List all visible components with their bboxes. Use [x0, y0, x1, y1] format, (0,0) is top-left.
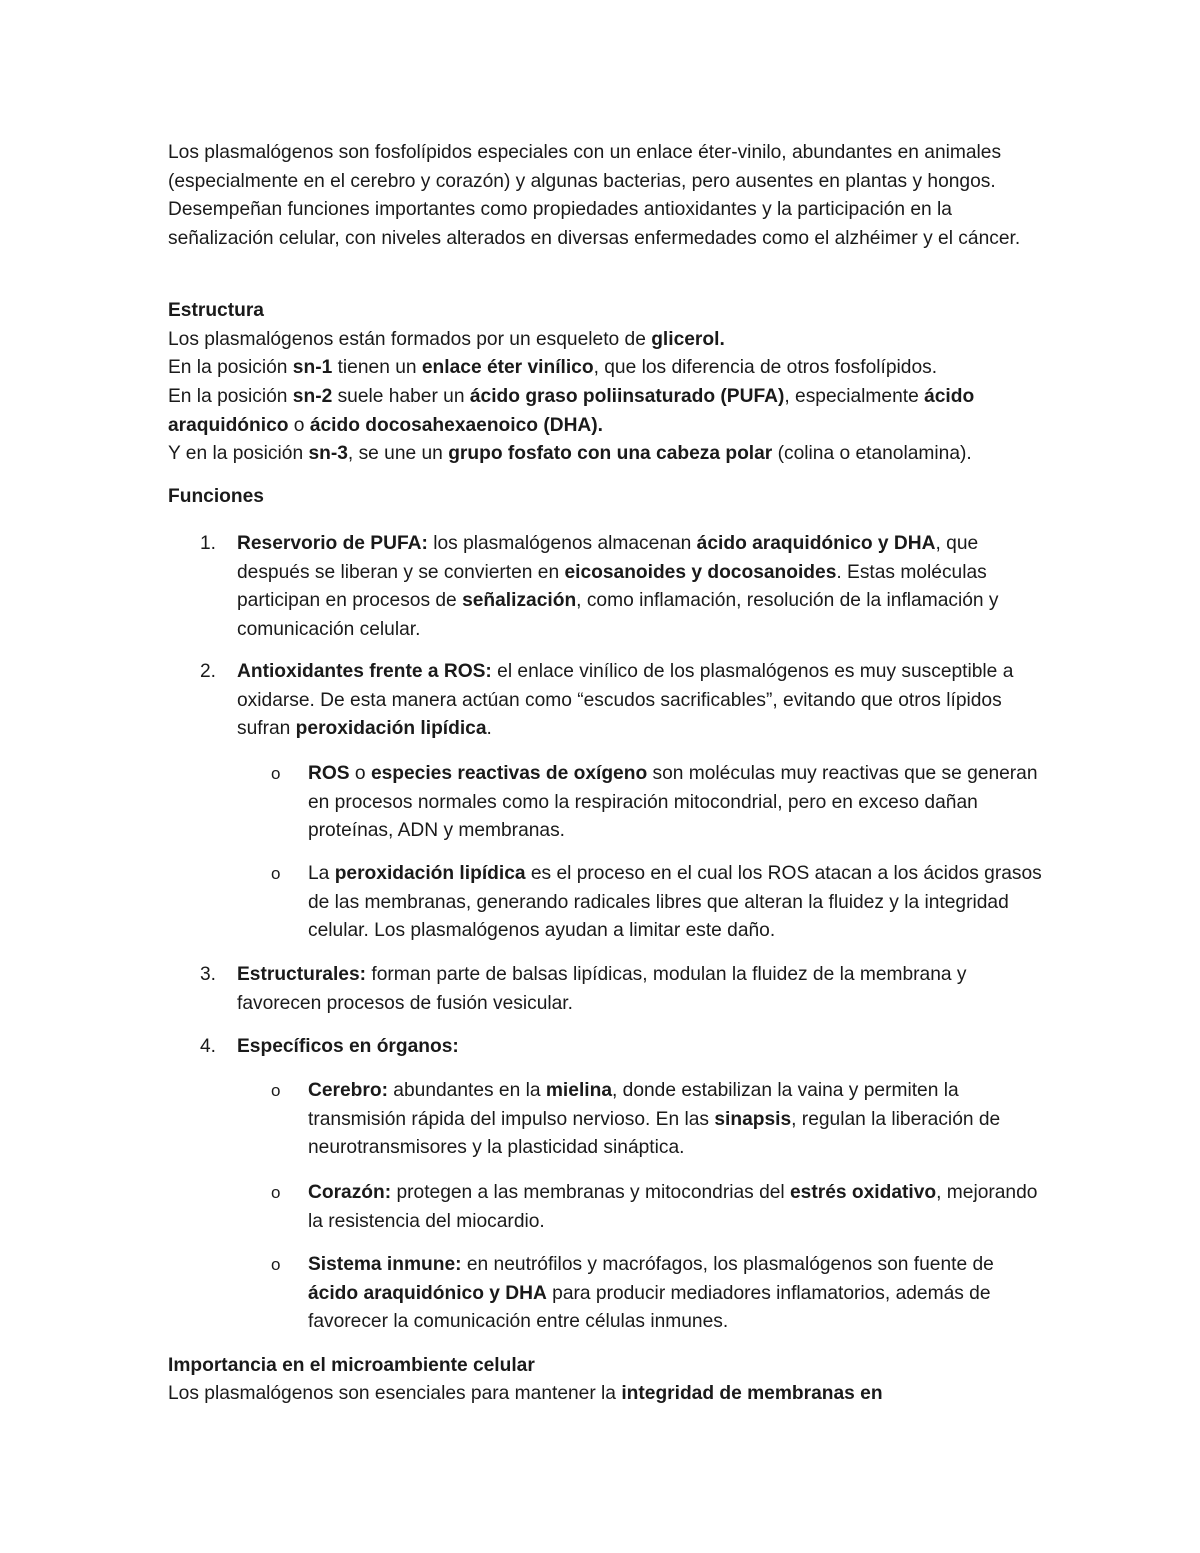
function-item-organs: Específicos en órganos: [237, 1036, 459, 1057]
microenvironment-paragraph: Los plasmalógenos son esenciales para mantener la integridad de membranas en [168, 1383, 883, 1404]
sub-item-heart: Corazón: protegen a las membranas y mitocondrias del estrés oxidativo, mejorando la resistencia del miocardio. [308, 1182, 1038, 1232]
structure-heading: Estructura [168, 300, 264, 321]
list-number: 3. [200, 964, 217, 985]
sub-bullet: o [271, 1183, 281, 1202]
functions-heading: Funciones [168, 486, 264, 507]
sub-item-immune: Sistema inmune: en neutrófilos y macrófagos, los plasmalógenos son fuente de ácido araquidónico y DHA para producir mediadores inflamatorios, además de favorecer la comunicación entre células inmunes. [308, 1254, 994, 1333]
sub-bullet: o [271, 764, 281, 783]
microenvironment-heading: Importancia en el microambiente celular [168, 1355, 535, 1376]
structure-line-glicerol: Los plasmalógenos están formados por un esqueleto de glicerol. [168, 329, 725, 350]
sub-bullet: o [271, 864, 281, 883]
function-item-structural: Estructurales: forman parte de balsas lipídicas, modulan la fluidez de la membrana y favorecen procesos de fusión vesicular. [237, 964, 967, 1014]
structure-line-sn1: En la posición sn-1 tienen un enlace éter vinílico, que los diferencia de otros fosfolípidos. [168, 357, 938, 378]
sub-item-peroxidation: La peroxidación lipídica es el proceso en el cual los ROS atacan a los ácidos grasos de las membranas, generando radicales libres que alteran la fluidez y la integridad celular. Los plasmalógenos ayudan a limitar este daño. [308, 863, 1042, 942]
sub-bullet: o [271, 1081, 281, 1100]
intro-paragraph: Los plasmalógenos son fosfolípidos especiales con un enlace éter-vinilo, abundantes en animales (especialmente en el cerebro y corazón) y algunas bacterias, pero ausentes en plantas y hongos. Desempeñan funciones importantes como propiedades antioxidantes y la participación en la señalización celular, con niveles alterados en diversas enfermedades como el alzhéimer y el cáncer. [168, 142, 1021, 250]
list-number: 4. [200, 1036, 217, 1057]
function-item-antioxidants: Antioxidantes frente a ROS: el enlace vinílico de los plasmalógenos es muy susceptible a oxidarse. De esta manera actúan como “escudos sacrificables”, evitando que otros lípidos sufran peroxidación lipídica. [237, 661, 1014, 740]
function-item-pufa: Reservorio de PUFA: los plasmalógenos almacenan ácido araquidónico y DHA, que después se liberan y se convierten en eicosanoides y docosanoides. Estas moléculas participan en procesos de señalización, como inflamación, resolución de la inflamación y comunicación celular. [237, 533, 999, 641]
sub-item-ros: ROS o especies reactivas de oxígeno son moléculas muy reactivas que se generan en procesos normales como la respiración mitocondrial, pero en exceso dañan proteínas, ADN y membranas. [308, 763, 1038, 842]
sub-item-brain: Cerebro: abundantes en la mielina, donde estabilizan la vaina y permiten la transmisión rápida del impulso nervioso. En las sinapsis, regulan la liberación de neurotransmisores y la plasticidad sináptica. [308, 1080, 1001, 1159]
list-number: 2. [200, 661, 217, 682]
structure-line-sn2: En la posición sn-2 suele haber un ácido graso poliinsaturado (PUFA), especialmente ácido araquidónico o ácido docosahexaenoico (DHA). [168, 386, 975, 436]
sub-bullet: o [271, 1255, 281, 1274]
structure-line-sn3: Y en la posición sn-3, se une un grupo fosfato con una cabeza polar (colina o etanolamina). [168, 443, 972, 464]
list-number: 1. [200, 533, 217, 554]
